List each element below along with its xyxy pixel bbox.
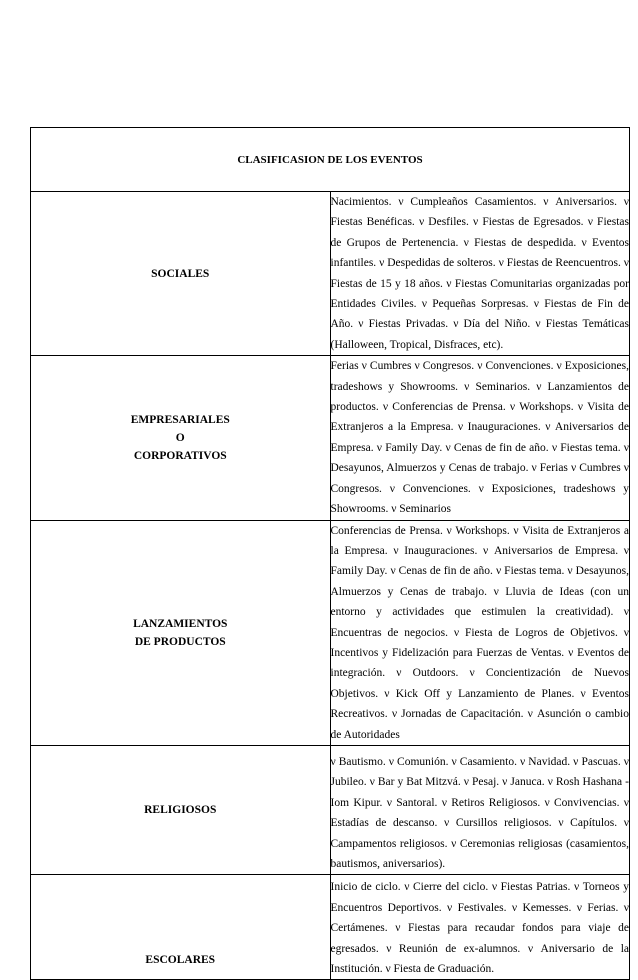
- category-line: O: [175, 431, 185, 444]
- description-cell-religiosos: ν Bautismo. ν Comunión. ν Casamiento. ν Navidad. ν Pascuas. ν Jubileo. ν Bar y Bat Mitzvá. ν Pesaj. ν Januca. ν Rosh Hashana - Iom Kipur. ν Santoral. ν Retiros Religiosos. ν Convivencias. ν Estadías de descanso. ν Cursillos religiosos. ν Capítulos. ν Campamentos religiosos. ν Ceremonias religiosas (casamientos, bautismos, aniversarios).: [330, 745, 630, 874]
- category-line: LANZAMIENTOS: [133, 617, 228, 630]
- category-cell-sociales: SOCIALES: [31, 192, 331, 356]
- description-cell-lanzamientos: Conferencias de Prensa. ν Workshops. ν Visita de Extranjeros a la Empresa. ν Inauguraciones. ν Aniversarios de Empresa. ν Family Day. ν Cenas de fin de año. ν Fiestas tema. ν Desayunos, Almuerzos y Cenas de trabajo. ν Lluvia de Ideas (con un entorno y actividades que estimulen la creatividad). ν Encuentras de negocios. ν Fiesta de Logros de Objetivos. ν Incentivos y Fidelización para Fuerzas de Ventas. ν Eventos de integración. ν Outdoors. ν Concientización de Nuevos Objetivos. ν Kick Off y Lanzamiento de Planes. ν Eventos Recreativos. ν Jornadas de Capacitación. ν Asunción o cambio de Autoridades: [330, 520, 630, 745]
- category-line: EMPRESARIALES: [130, 413, 230, 426]
- table-header-row: [31, 128, 630, 192]
- category-cell-empresariales: [31, 356, 331, 520]
- description-cell-escolares: Inicio de ciclo. ν Cierre del ciclo. ν Fiestas Patrias. ν Torneos y Encuentros Deportivos. ν Festivales. ν Kemesses. ν Ferias. ν Certámenes. ν Fiestas para recaudar fondos para viaje de egresados. ν Reunión de ex-alumnos. ν Aniversario de la Institución. ν Fiesta de Graduación.: [330, 875, 630, 980]
- category-line: DE PRODUCTOS: [134, 635, 226, 648]
- table-title: CLASIFICASION DE LOS EVENTOS: [31, 128, 630, 192]
- description-cell-sociales: Nacimientos. ν Cumpleaños Casamientos. ν Aniversarios. ν Fiestas Benéficas. ν Desfiles. ν Fiestas de Egresados. ν Fiestas de Grupos de Pertenencia. ν Fiestas de despedida. ν Eventos infantiles. ν Despedidas de solteros. ν Fiestas de Reencuentros. ν Fiestas de 15 y 18 años. ν Fiestas Comunitarias organizadas por Entidades Civiles. ν Pequeñas Sorpresas. ν Fiestas de Fin de Año. ν Fiestas Privadas. ν Día del Niño. ν Fiestas Temáticas (Halloween, Tropical, Disfraces, etc).: [330, 192, 630, 356]
- table-row-sociales: [31, 192, 630, 356]
- description-cell-empresariales: Ferias ν Cumbres ν Congresos. ν Convenciones. ν Exposiciones, tradeshows y Showrooms. ν Seminarios. ν Lanzamientos de productos. ν Conferencias de Prensa. ν Workshops. ν Visita de Extranjeros a la Empresa. ν Inauguraciones. ν Aniversarios de Empresa. ν Family Day. ν Cenas de fin de año. ν Fiestas tema. ν Desayunos, Almuerzos y Cenas de trabajo. ν Ferias ν Cumbres ν Congresos. ν Convenciones. ν Exposiciones, tradeshows y Showrooms. ν Seminarios: [330, 356, 630, 520]
- category-cell-escolares: ESCOLARES: [31, 875, 331, 980]
- category-line: CORPORATIVOS: [133, 449, 227, 462]
- table-row-religiosos: [31, 745, 630, 874]
- event-classification-table: [30, 127, 630, 980]
- table-row-empresariales: [31, 356, 630, 520]
- table-row-lanzamientos: [31, 520, 630, 745]
- category-cell-religiosos: RELIGIOSOS: [31, 745, 331, 874]
- table-row-escolares: [31, 875, 630, 980]
- category-cell-lanzamientos: [31, 520, 331, 745]
